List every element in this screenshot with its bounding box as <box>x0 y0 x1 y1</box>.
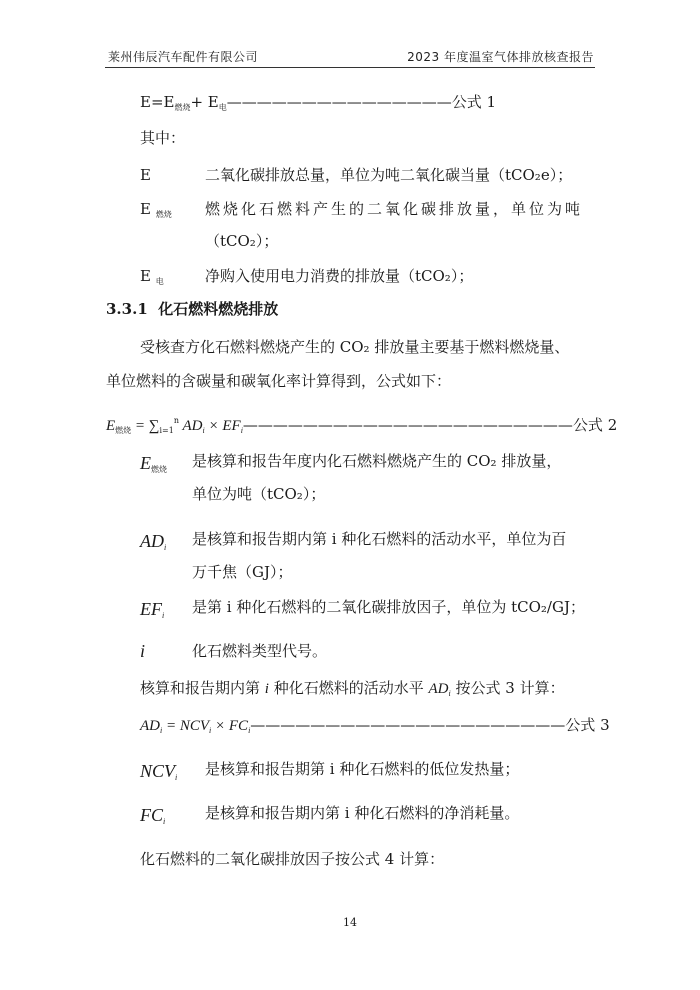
def-symbol-ncv: $NCV_i$ <box>140 761 178 782</box>
paragraph-1-line-2: 单位燃料的含碳量和碳氧化率计算得到，公式如下： <box>106 372 452 390</box>
def-text-e-burn-2-cont: 单位为吨（tCO₂）； <box>192 485 326 503</box>
def-text-e: 二氧化碳排放总量，单位为吨二氧化碳当量（tCO₂e）； <box>205 166 573 184</box>
header-divider <box>105 67 595 68</box>
paragraph-2: 核算和报告期内第 i 种化石燃料的活动水平 $AD_i$ 按公式 3 计算： <box>140 679 565 698</box>
paragraph-3: 化石燃料的二氧化碳排放因子按公式 4 计算： <box>140 850 445 868</box>
def-text-ef: 是第 i 种化石燃料的二氧化碳排放因子，单位为 tCO₂/GJ； <box>192 598 585 616</box>
header-company: 莱州伟辰汽车配件有限公司 <box>108 50 259 64</box>
formula-2: $E_{燃烧} = \sum_{i=1}^n$ $AD_i$ × $EF_i——————————————————————$公式 2 <box>106 416 618 435</box>
formula-1: $E=E_{燃烧}+$ $E_电———————————————$公式 1 <box>140 93 497 112</box>
def-symbol-e: E <box>140 166 151 184</box>
def-symbol-e-elec: E $_电$ <box>140 267 164 286</box>
def-symbol-e-burn-2: $E_{燃烧}$ <box>140 453 167 474</box>
def-symbol-ad: $AD_i$ <box>140 531 167 552</box>
def-text-i: 化石燃料类型代号。 <box>192 642 328 660</box>
def-text-fc: 是核算和报告期内第 i 种化石燃料的净消耗量。 <box>205 804 520 822</box>
header-report-title: 2023 年度温室气体排放核查报告 <box>407 50 594 64</box>
def-text-e-burn-2: 是核算和报告年度内化石燃料燃烧产生的 CO₂ 排放量， <box>192 452 562 470</box>
def-symbol-ef: $EF_i$ <box>140 599 165 620</box>
def-symbol-i: i <box>140 641 146 661</box>
def-text-ad: 是核算和报告期内第 i 种化石燃料的活动水平，单位为百 <box>192 530 567 548</box>
paragraph-1-line-1: 受核查方化石燃料燃烧产生的 CO₂ 排放量主要基于燃料燃烧量、 <box>140 338 570 356</box>
def-text-ncv: 是核算和报告期第 i 种化石燃料的低位发热量； <box>205 760 520 778</box>
def-symbol-e-burn: E $_{燃烧}$ <box>140 200 172 219</box>
section-heading: 3.3.1 化石燃料燃烧排放 <box>106 300 279 318</box>
def-text-e-burn-cont: （tCO₂）； <box>205 232 279 250</box>
def-text-e-elec: 净购入使用电力消费的排放量（tCO₂）； <box>205 267 474 285</box>
formula-3: $AD_i = NCV_i$ × $FC_i—————————————————————$公式 3 <box>140 716 610 735</box>
def-symbol-fc: $FC_i$ <box>140 805 166 826</box>
def-text-e-burn: 燃烧化石燃料产生的二氧化碳排放量，单位为吨 <box>205 200 584 218</box>
intro-text: 其中： <box>140 129 186 147</box>
def-text-ad-cont: 万千焦（GJ）； <box>192 563 293 581</box>
page-number: 14 <box>343 916 357 929</box>
